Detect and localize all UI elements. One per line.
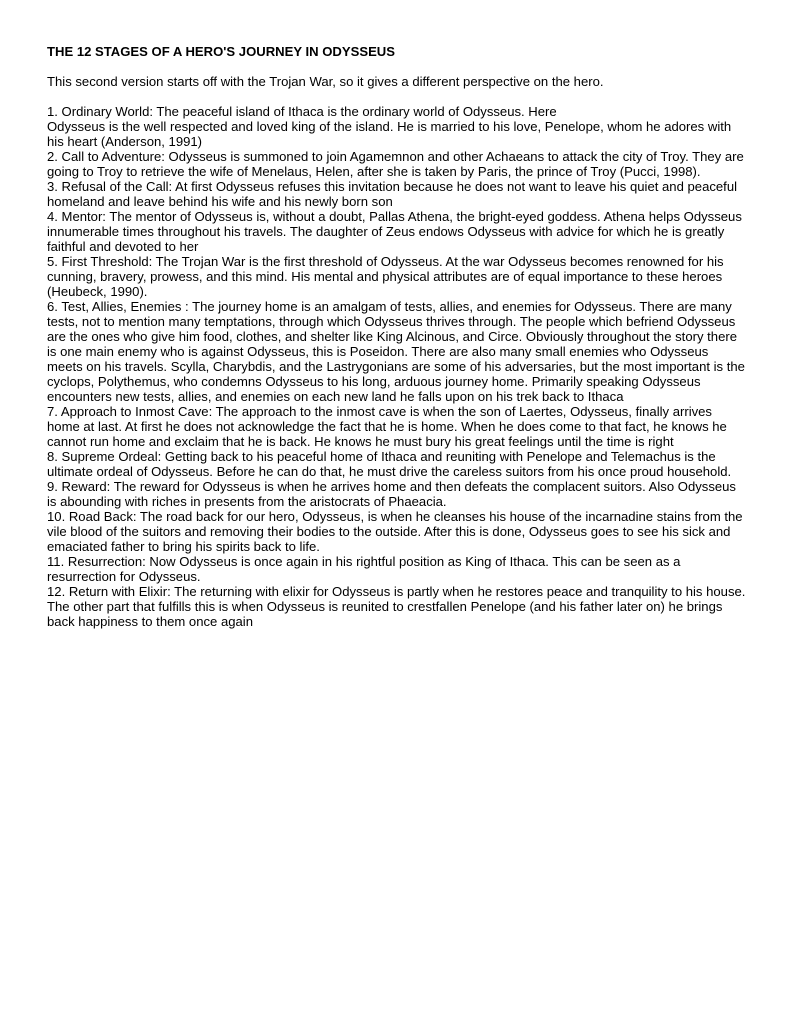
document-intro: This second version starts off with the Trojan War, so it gives a different perspective on the hero. (47, 74, 604, 89)
stage-1-text: Odysseus is the well respected and loved king of the island. He is married to his love, Penelope, whom he adores with his heart (Anderson, 1991) (47, 119, 732, 149)
document-page (47, 44, 747, 629)
stages-list (47, 104, 747, 629)
stage-8: 8. Supreme Ordeal: Getting back to his peaceful home of Ithaca and reuniting with Penelope and Telemachus is the ultimate ordeal of Odysseus. Before he can do that, he must drive the careless suitors from his once proud household. (47, 449, 732, 479)
stage-11: 11. Resurrection: Now Odysseus is once again in his rightful position as King of Ithaca. This can be seen as a resurrection for Odysseus. (47, 554, 681, 584)
stage-3: 3. Refusal of the Call: At first Odysseus refuses this invitation because he does not want to leave his quiet and peaceful homeland and leave behind his wife and his newly born son (47, 179, 738, 209)
stage-2: 2. Call to Adventure: Odysseus is summoned to join Agamemnon and other Achaeans to attack the city of Troy. They are going to Troy to retrieve the wife of Menelaus, Helen, after she is taken by Paris, the prince of Troy (Pucci, 1998). (47, 149, 744, 179)
stage-9: 9. Reward: The reward for Odysseus is when he arrives home and then defeats the complacent suitors. Also Odysseus is abounding with riches in presents from the aristocrats of Phaeacia. (47, 479, 736, 509)
stage-4: 4. Mentor: The mentor of Odysseus is, without a doubt, Pallas Athena, the bright-eyed goddess. Athena helps Odysseus innumerable times throughout his travels. The daughter of Zeus endows Odysseus with advice for which he is greatly faithful and devoted to her (47, 209, 742, 254)
stage-7: 7. Approach to Inmost Cave: The approach to the inmost cave is when the son of Laertes, Odysseus, finally arrives home at last. At first he does not acknowledge the fact that he is home. When he does come to that fact, he knows he cannot run home and exclaim that he is back. He knows he must bury his great feelings until the time is right (47, 404, 727, 449)
stage-12: 12. Return with Elixir: The returning with elixir for Odysseus is partly when he restores peace and tranquility to his house. The other part that fulfills this is when Odysseus is reunited to crestfallen Penelope (and his father later on) he brings back happiness to them once again (47, 584, 746, 629)
stage-1-first-line: 1. Ordinary World: The peaceful island of Ithaca is the ordinary world of Odysseus. Here (47, 104, 557, 119)
stage-1 (47, 104, 747, 149)
stage-5: 5. First Threshold: The Trojan War is the first threshold of Odysseus. At the war Odysseus becomes renowned for his cunning, bravery, prowess, and this mind. His mental and physical attributes are of equal importance to these heroes (Heubeck, 1990). (47, 254, 724, 299)
stage-6: 6. Test, Allies, Enemies : The journey home is an amalgam of tests, allies, and enemies for Odysseus. There are many tests, not to mention many temptations, through which Odysseus thrives through. The people which befriend Odysseus are the ones who give him food, clothes, and shelter like King Alcinous, and Circe. Obviously throughout the story there is one main enemy who is against Odysseus, this is Poseidon. There are also many small enemies who Odysseus meets on his travels. Scylla, Charybdis, and the Lastrygonians are some of his adversaries, but the most important is the cyclops, Polythemus, who condemns Odysseus to his long, arduous journey home. Primarily speaking Odysseus encounters new tests, allies, and enemies on each new land he falls upon on his trek back to Ithaca (47, 299, 745, 404)
stage-10: 10. Road Back: The road back for our hero, Odysseus, is when he cleanses his house of the incarnadine stains from the vile blood of the suitors and removing their bodies to the outside. After this is done, Odysseus goes to see his sick and emaciated father to bring his spirits back to life. (47, 509, 743, 554)
document-title: THE 12 STAGES OF A HERO'S JOURNEY IN ODYSSEUS (47, 44, 395, 59)
